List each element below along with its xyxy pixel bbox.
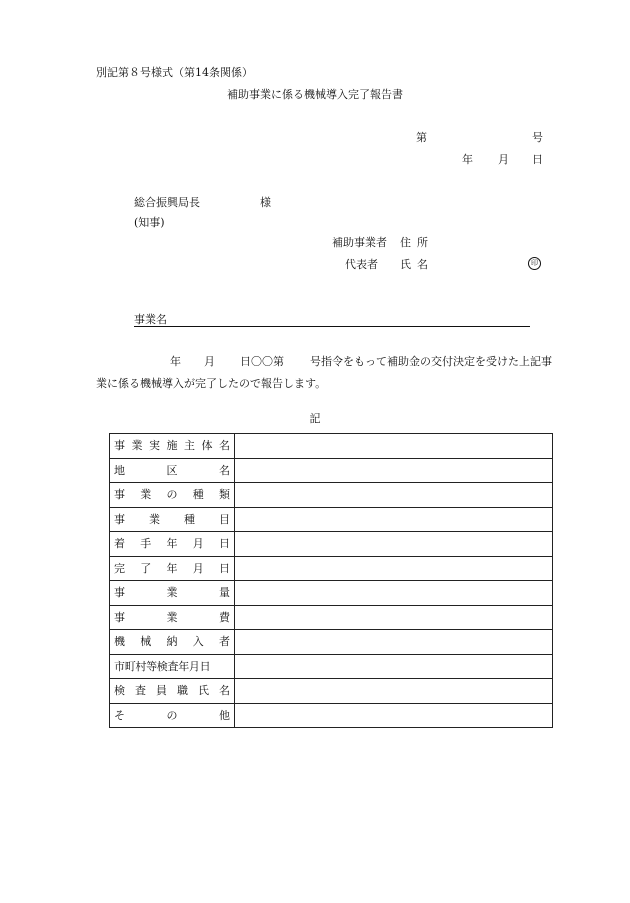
ki-heading: 記	[309, 412, 321, 425]
row-label-cell	[110, 605, 235, 630]
label-char: 職	[177, 684, 188, 698]
table-row	[110, 679, 553, 704]
label-char: 者	[219, 635, 230, 649]
row-label	[114, 630, 230, 653]
row-label	[114, 557, 230, 580]
date-month-label: 月	[498, 153, 509, 166]
table-row	[110, 556, 553, 581]
label-char: 実	[149, 439, 160, 453]
row-label-cell	[110, 679, 235, 704]
table-row	[110, 532, 553, 557]
table-row	[110, 483, 553, 508]
representative-label: 代表者	[345, 258, 378, 271]
project-name-label: 事業名	[134, 313, 167, 326]
label-char: 名	[219, 439, 230, 453]
name-label: 氏名	[400, 258, 434, 271]
table-row	[110, 458, 553, 483]
details-table	[109, 433, 553, 728]
form-number: 別記第８号様式（第14条関係）	[96, 66, 253, 79]
table-row	[110, 630, 553, 655]
label-char: 地	[114, 463, 125, 477]
label-char: 主	[184, 439, 195, 453]
row-value-cell[interactable]	[235, 630, 553, 655]
row-label-cell	[110, 532, 235, 557]
row-label-cell	[110, 434, 235, 459]
applicant-label: 補助事業者	[332, 236, 387, 249]
row-value-cell[interactable]	[235, 556, 553, 581]
label-char: そ	[114, 708, 125, 722]
label-char: 械	[140, 635, 152, 649]
row-label-cell	[110, 483, 235, 508]
label-char: 費	[219, 610, 230, 624]
table-row	[110, 434, 553, 459]
row-value-cell[interactable]	[235, 532, 553, 557]
label-char: 体	[201, 439, 213, 453]
row-label-cell	[110, 507, 235, 532]
label-char: 業	[166, 586, 178, 600]
label-char: 業	[166, 610, 178, 624]
table-row	[110, 581, 553, 606]
label-char: 完	[114, 561, 125, 575]
label-char: 氏	[198, 684, 209, 698]
doc-number-prefix: 第	[416, 131, 427, 144]
date-year-label: 年	[462, 153, 473, 166]
doc-number-suffix: 号	[532, 131, 543, 144]
label-char: 年	[166, 537, 178, 551]
row-value-cell[interactable]	[235, 605, 553, 630]
row-label-cell	[110, 654, 235, 679]
row-value-cell[interactable]	[235, 507, 553, 532]
body-text-line2: 業に係る機械導入が完了したので報告します。	[96, 377, 327, 390]
label-char: 名	[219, 463, 230, 477]
label-char: 事	[114, 488, 125, 502]
label-char: 年	[166, 561, 178, 575]
address-label: 住所	[400, 236, 434, 249]
label-char: 員	[156, 684, 167, 698]
row-label	[114, 704, 230, 727]
label-char: 入	[192, 635, 204, 649]
row-label: 市町村等検査年月日	[114, 659, 211, 673]
row-label-cell	[110, 458, 235, 483]
label-char: 事	[114, 610, 125, 624]
row-value-cell[interactable]	[235, 581, 553, 606]
row-value-cell[interactable]	[235, 483, 553, 508]
addressee-alt: (知事)	[134, 216, 165, 229]
row-label-cell	[110, 581, 235, 606]
body-text-line1: 号指令をもって補助金の交付決定を受けた上記事	[310, 355, 552, 368]
row-value-cell[interactable]	[235, 434, 553, 459]
label-char: 月	[192, 561, 204, 575]
label-char: 日	[219, 561, 230, 575]
label-char: の	[166, 488, 178, 502]
row-label	[114, 508, 230, 531]
label-char: 事	[114, 586, 125, 600]
row-label	[114, 459, 230, 482]
row-label-cell	[110, 556, 235, 581]
label-char: 月	[192, 537, 204, 551]
label-char: 機	[114, 635, 125, 649]
addressee-name: 総合振興局長	[134, 196, 200, 209]
label-char: 類	[219, 488, 230, 502]
label-char: 検	[114, 684, 125, 698]
label-char: 日	[219, 537, 230, 551]
label-char: の	[166, 708, 178, 722]
table-row	[110, 507, 553, 532]
row-label-cell	[110, 703, 235, 728]
label-char: 業	[140, 488, 152, 502]
project-name-field[interactable]	[134, 326, 530, 327]
label-char: 名	[219, 684, 230, 698]
label-char: 事	[114, 439, 125, 453]
label-char: 目	[219, 512, 230, 526]
body-year: 年	[170, 355, 181, 368]
row-label	[114, 581, 230, 604]
label-char: 種	[184, 512, 195, 526]
date-day-label: 日	[532, 153, 543, 166]
row-label	[114, 434, 230, 457]
row-label	[114, 532, 230, 555]
label-char: 着	[114, 537, 125, 551]
seal-mark: 印	[528, 257, 541, 270]
row-label	[114, 483, 230, 506]
label-char: 事	[114, 512, 125, 526]
label-char: 業	[131, 439, 143, 453]
label-char: 査	[135, 684, 146, 698]
label-char: 業	[149, 512, 160, 526]
row-label	[114, 679, 230, 702]
table-row	[110, 654, 553, 679]
body-month: 月	[204, 355, 215, 368]
row-value-cell[interactable]	[235, 703, 553, 728]
row-value-cell[interactable]	[235, 654, 553, 679]
label-char: 納	[166, 635, 178, 649]
label-char: 区	[166, 463, 178, 477]
row-value-cell[interactable]	[235, 458, 553, 483]
label-char: 手	[140, 537, 152, 551]
table-row	[110, 605, 553, 630]
table-row	[110, 703, 553, 728]
label-char: 他	[219, 708, 230, 722]
row-value-cell[interactable]	[235, 679, 553, 704]
label-char: 量	[219, 586, 230, 600]
addressee-honorific: 様	[260, 196, 271, 209]
document-title: 補助事業に係る機械導入完了報告書	[227, 88, 403, 101]
body-day-ref: 日〇〇第	[240, 355, 284, 368]
row-label-cell	[110, 630, 235, 655]
label-char: 種	[192, 488, 204, 502]
label-char: 施	[166, 439, 178, 453]
label-char: 了	[140, 561, 152, 575]
row-label	[114, 606, 230, 629]
